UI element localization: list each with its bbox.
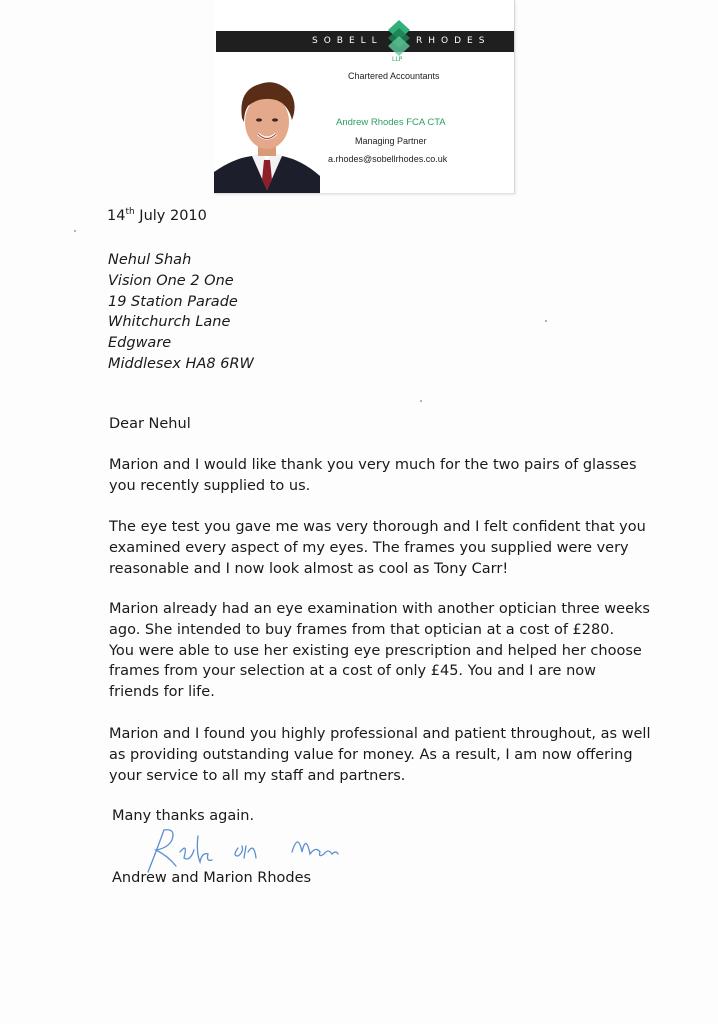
address-line: Nehul Shah — [108, 252, 192, 268]
paragraph-line: Marion and I would like thank you very much for the two pairs of glasses — [109, 457, 637, 473]
portrait-illustration — [214, 60, 320, 193]
signatories: Andrew and Marion Rhodes — [112, 870, 312, 886]
closing-line: Many thanks again. — [112, 808, 255, 824]
date-day: 14 — [107, 208, 126, 224]
scan-speck — [545, 320, 547, 322]
paragraph-line: your service to all my staff and partners. — [109, 767, 406, 784]
paragraph-2 — [109, 517, 649, 579]
address-line: 19 Station Parade — [108, 293, 238, 310]
recipient-address — [108, 250, 254, 375]
card-tagline: Chartered Accountants — [348, 71, 440, 81]
paragraph-line: ago. She intended to buy frames from that optician at a cost of £280. — [109, 621, 615, 638]
paragraph-line: The eye test you gave me was very thorough and I felt confident that you — [109, 519, 646, 535]
paragraph-line: frames from your selection at a cost of only £45. You and I are now — [109, 663, 596, 680]
paragraph-line: You were able to use her existing eye prescription and helped her choose — [109, 642, 642, 659]
business-card — [214, 0, 515, 194]
brand-name-left: SOBELL — [312, 36, 383, 46]
card-role: Managing Partner — [355, 136, 427, 146]
brand-suffix: LLP — [392, 56, 403, 63]
scan-speck — [420, 400, 422, 402]
address-line: Whitchurch Lane — [108, 314, 231, 331]
paragraph-line: friends for life. — [109, 684, 215, 701]
address-line: Middlesex HA8 6RW — [108, 355, 254, 372]
card-name: Andrew Rhodes FCA CTA — [336, 117, 446, 128]
portrait-photo — [214, 60, 320, 193]
paragraph-line: Marion and I found you highly professional and patient throughout, as well — [109, 726, 651, 742]
paragraph-line: examined every aspect of my eyes. The frames you supplied were very — [109, 539, 629, 556]
brand-name-right: RHODES — [416, 36, 491, 46]
paragraph-3 — [109, 599, 649, 703]
card-email: a.rhodes@sobellrhodes.co.uk — [328, 154, 448, 164]
address-line: Vision One 2 One — [108, 272, 234, 289]
card-header-bar — [216, 31, 514, 52]
date-suffix: th — [125, 207, 135, 217]
paragraph-1 — [109, 455, 649, 497]
scan-speck — [74, 230, 76, 232]
paragraph-4 — [109, 724, 649, 786]
paragraph-line: you recently supplied to us. — [109, 477, 311, 494]
paragraph-line: Marion already had an eye examination with another optician three weeks — [109, 601, 650, 617]
letter-date — [107, 207, 207, 224]
paragraph-line: as providing outstanding value for money. As a result, I am now offering — [109, 746, 633, 763]
paragraph-line: reasonable and I now look almost as cool as Tony Carr! — [109, 560, 509, 577]
address-line: Edgware — [108, 335, 172, 352]
salutation: Dear Nehul — [109, 416, 191, 432]
date-rest: July 2010 — [134, 208, 207, 224]
